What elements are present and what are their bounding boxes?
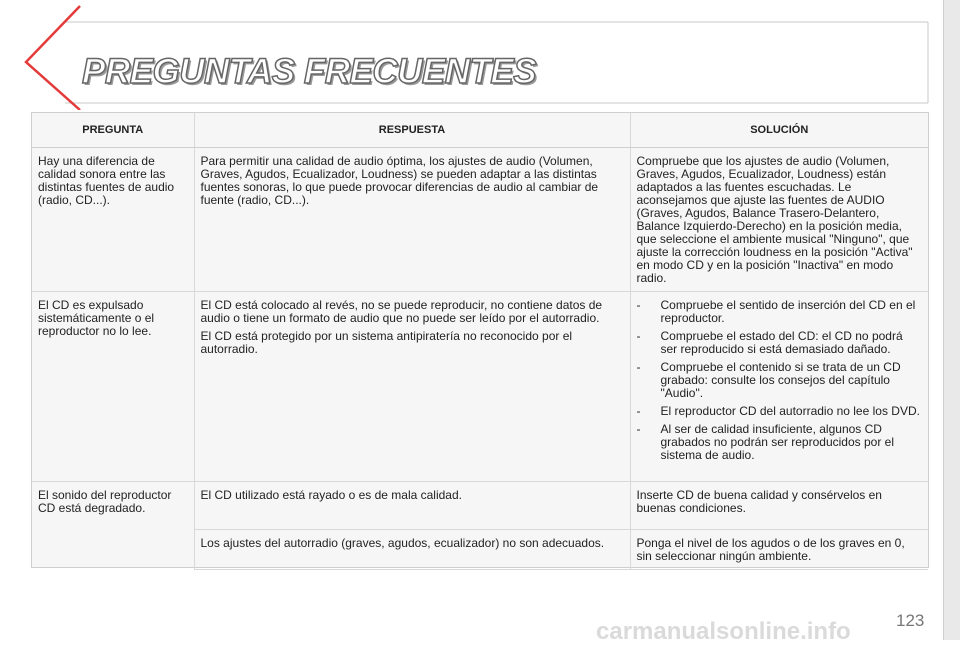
solution-item: - Compruebe el contenido si se trata de un CD grabado: consulte los consejos del capítulo "Audio". (637, 361, 923, 400)
table-row (32, 292, 928, 482)
page-title: PREGUNTAS FRECUENTES (82, 52, 537, 91)
solution-cell: Inserte CD de buena calidad y consérvelos en buenas condiciones. (630, 482, 928, 530)
header-answer: RESPUESTA (194, 113, 630, 148)
answer-cell: El CD utilizado está rayado o es de mala calidad. (194, 482, 630, 530)
solution-cell (630, 292, 928, 482)
faq-table (31, 112, 929, 568)
answer-cell: Para permitir una calidad de audio óptima, los ajustes de audio (Volumen, Graves, Agudos, Ecualizador, Loudness) se pueden adaptar a las distintas fuentes sonoras, lo que puede provocar diferencias de audio al cambiar de fuente (radio, CD...). (194, 148, 630, 292)
question-cell: Hay una diferencia de calidad sonora entre las distintas fuentes de audio (radio, CD...). (32, 148, 194, 292)
table-row (32, 148, 928, 292)
page-number: 123 (896, 611, 925, 630)
title-banner (0, 0, 940, 110)
header-question: PREGUNTA (32, 113, 194, 148)
question-cell: El CD es expulsado sistemáticamente o el reproductor no lo lee. (32, 292, 194, 482)
answer-cell (194, 292, 630, 482)
watermark: carmanualsonline.info (596, 618, 851, 645)
page-side-margin (943, 0, 960, 640)
answer-paragraph: El CD está colocado al revés, no se puede reproducir, no contiene datos de audio o tiene un formato de audio que no puede ser leído por el autorradio. (200, 298, 603, 325)
solution-item: - El reproductor CD del autorradio no lee los DVD. (637, 405, 923, 418)
question-cell: El sonido del reproductor CD está degradado. (38, 488, 172, 515)
answer-cell: Los ajustes del autorradio (graves, agudos, ecualizador) no son adecuados. (194, 530, 630, 570)
header-solution: SOLUCIÓN (630, 113, 928, 148)
answer-paragraph: El CD está protegido por un sistema antipiratería no reconocido por el autorradio. (200, 329, 573, 356)
solution-item: - Compruebe el estado del CD: el CD no podrá ser reproducido si está demasiado dañado. (637, 330, 923, 356)
solution-cell: Compruebe que los ajustes de audio (Volumen, Graves, Agudos, Ecualizador, Loudness) están adaptados a las fuentes escuchadas. Le aconsejamos que ajuste las fuentes de AUDIO (Graves, Agudos, Balance Trasero-Delantero, Balance Izquierdo-Derecho) en la posición media, que seleccione el ambiente musical "Ninguno", que ajuste la corrección loudness en la posición "Activa" en modo CD y en la posición "Inactiva" en modo radio. (630, 148, 928, 292)
solution-item: - Al ser de calidad insuficiente, algunos CD grabados no podrán ser reproducidos por el sistema de audio. (637, 423, 923, 462)
solution-cell: Ponga el nivel de los agudos o de los graves en 0, sin seleccionar ningún ambiente. (630, 530, 928, 570)
solution-item: - Compruebe el sentido de inserción del CD en el reproductor. (637, 299, 923, 325)
table-row (32, 482, 928, 530)
solution-list (637, 299, 923, 462)
table-header-row (32, 113, 928, 148)
